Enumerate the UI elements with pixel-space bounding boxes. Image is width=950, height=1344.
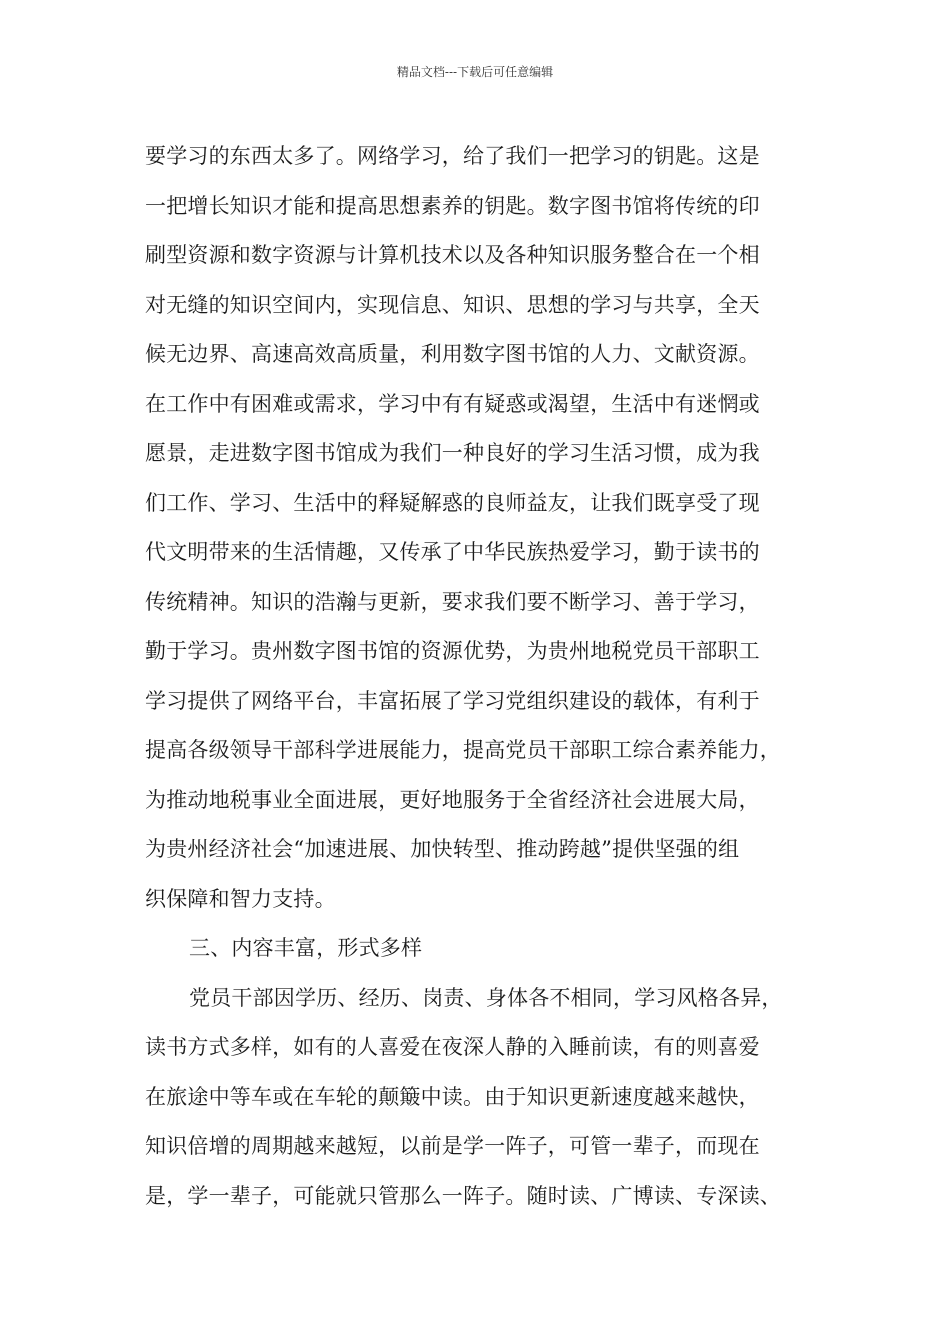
text-line: 是，学一辈子，可能就只管那么一阵子。随时读、广博读、专深读、	[145, 1183, 781, 1208]
document-body	[145, 132, 835, 1221]
text-line: 传统精神。知识的浩瀚与更新，要求我们要不断学习、善于学习，	[145, 589, 760, 614]
text-line: 要学习的东西太多了。网络学习，给了我们一把学习的钥匙。这是	[145, 144, 760, 168]
text-line: 勤于学习。贵州数字图书馆的资源优势，为贵州地税党员干部职工	[145, 639, 760, 663]
paragraph-first-line: 党员干部因学历、经历、岗责、身体各不相同，学习风格各异，	[189, 985, 783, 1010]
text-line: 为推动地税事业全面进展，更好地服务于全省经济社会进展大局，	[145, 787, 760, 812]
page-header: 精品文档---下载后可任意编辑	[396, 65, 554, 79]
text-line: 提高各级领导干部科学进展能力，提高党员干部职工综合素养能力，	[145, 738, 781, 762]
text-line: 愿景，走进数字图书馆成为我们一种良好的学习生活习惯，成为我	[145, 441, 760, 465]
text-line: 候无边界、高速高效高质量，利用数字图书馆的人力、文献资源。	[145, 342, 760, 366]
text-line: 在工作中有困难或需求，学习中有有疑惑或渴望，生活中有迷惘或	[145, 391, 760, 416]
text-line: 一把增长知识才能和提高思想素养的钥匙。数字图书馆将传统的印	[145, 193, 760, 218]
text-line: 为贵州经济社会“加速进展、加快转型、推动跨越”提供坚强的组	[145, 837, 740, 861]
text-line: 在旅途中等车或在车轮的颠簸中读。由于知识更新速度越来越快，	[145, 1084, 760, 1109]
text-line: 对无缝的知识空间内，实现信息、知识、思想的学习与共享，全天	[145, 292, 760, 317]
text-line: 们工作、学习、生活中的释疑解惑的良师益友，让我们既享受了现	[145, 490, 760, 515]
section-heading: 三、内容丰富，形式多样	[189, 936, 423, 960]
text-line: 读书方式多样，如有的人喜爱在夜深人静的入睡前读，有的则喜爱	[145, 1035, 760, 1059]
text-line: 知识倍增的周期越来越短，以前是学一阵子，可管一辈子，而现在	[145, 1134, 760, 1158]
text-line: 代文明带来的生活情趣，又传承了中华民族热爱学习，勤于读书的	[145, 540, 760, 564]
text-line: 学习提供了网络平台，丰富拓展了学习党组织建设的载体，有利于	[145, 688, 760, 713]
text-line: 刷型资源和数字资源与计算机技术以及各种知识服务整合在一个相	[145, 243, 760, 267]
text-line: 织保障和智力支持。	[145, 886, 336, 911]
